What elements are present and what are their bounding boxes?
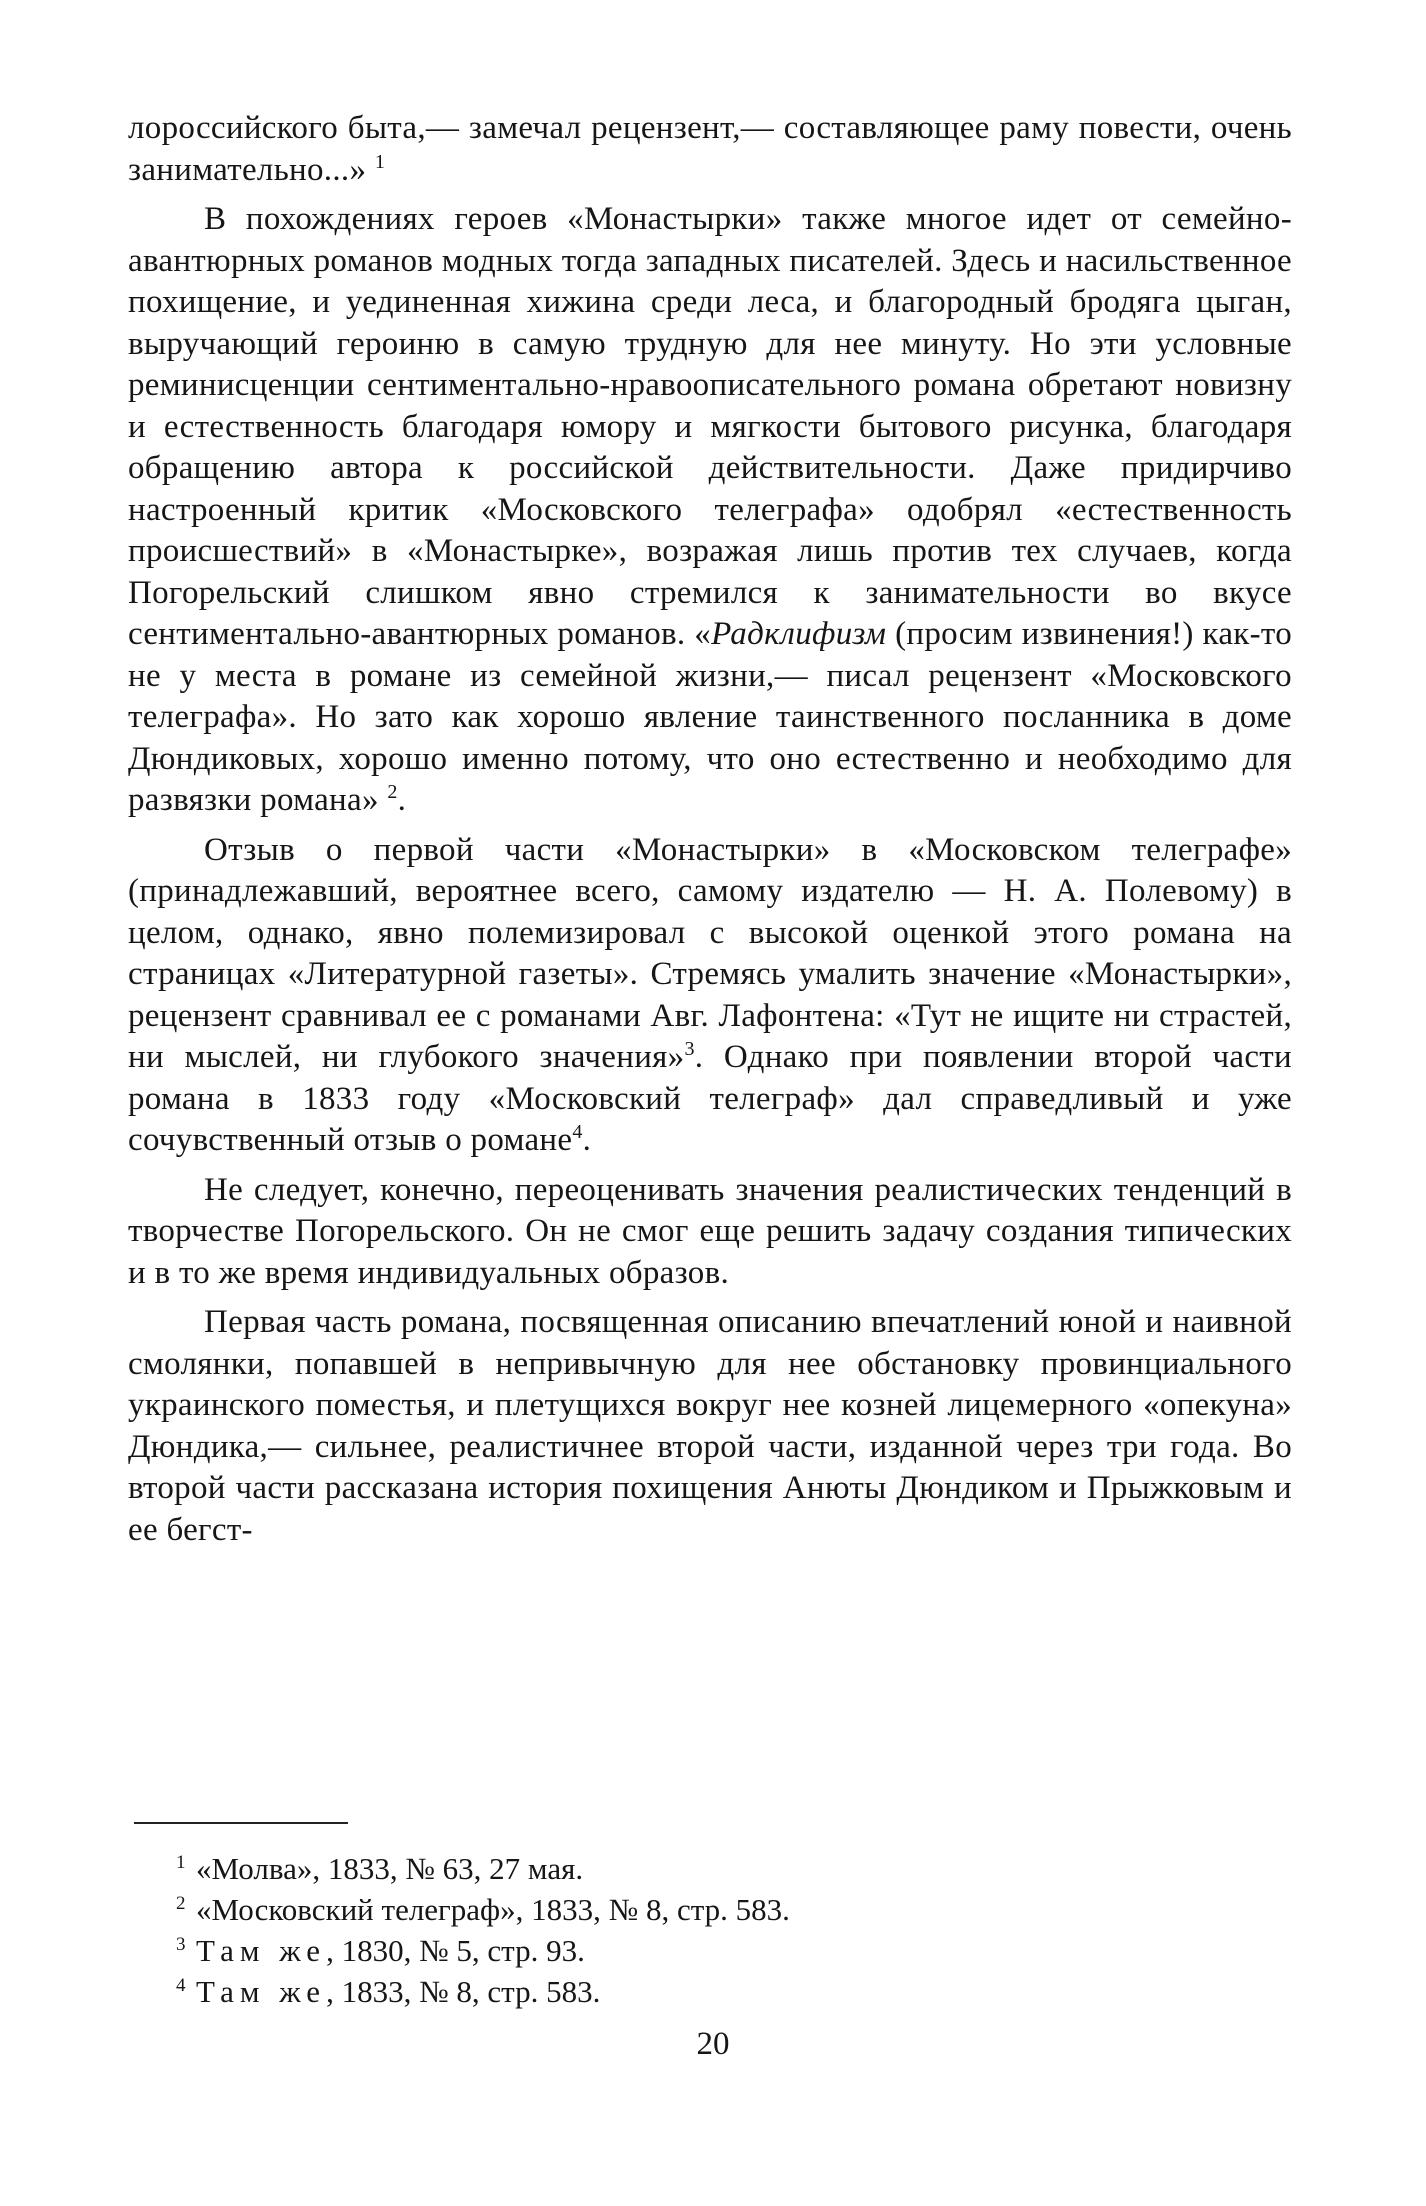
footnote-2: 2 «Московский телеграф», 1833, № 8, стр. 583.: [196, 1889, 1096, 1930]
footnote-mark: 2: [176, 1893, 186, 1914]
footnote-mark: 1: [176, 1852, 186, 1873]
footnote-4: 4 Там же, 1833, № 8, стр. 583.: [196, 1971, 1096, 2012]
footnote-ref-4: 4: [572, 1121, 583, 1143]
ibid-spaced: Там же: [196, 1974, 327, 2009]
paragraph-5: Первая часть романа, посвященная описанию впечатлений юной и наивной смолянки, попавшей в непривычную для нее обстановку провинциального украинского поместья, и плетущихся вокруг нее козней лицемерного «опекуна» Дюндика,— сильнее, реалистичнее второй части, изданной через три года. Во второй части рассказана история похищения Анюты Дюндиком и Прыжковым и ее бегст-: [128, 1304, 1292, 1548]
footnote-ref-3: 3: [684, 1038, 695, 1060]
paragraph-2: В похождениях героев «Монастырки» также многое идет от семейно-авантюрных романов модных тогда западных писателей. Здесь и насильственное похищение, и уединенная хижина среди леса, и благородный бродяга цыган, выручающий героиню в самую трудную для нее минуту. Но эти условные реминисценции сентиментально-нравоописательного романа обретают новизну и естественность благодаря юмору и мягкости бытового рисунка, благодаря обращению автора к российской действительности. Даже придирчиво настроенный критик «Московского телеграфа» одобрял «естественность происшествий» в «Монастырке», возражая лишь против тех случаев, когда Погорельский слишком явно стремился к занимательности во вкусе сентиментально-авантюрных романов. «Радклифизм (просим извинения!) как-то не у места в романе из семейной жизни,— писал рецензент «Московского телеграфа». Но зато как хорошо явление таинственного посланника в доме Дюндиковых, хорошо именно потому, что оно естественно и необходимо для развязки романа» $^2$.: [128, 201, 1293, 818]
page-number: 20: [696, 2026, 730, 2062]
footnote-1: 1 «Молва», 1833, № 63, 27 мая.: [196, 1848, 1096, 1889]
footnote-mark: 3: [176, 1934, 186, 1955]
paragraph-3: Отзыв о первой части «Монастырки» в «Московском телеграфе» (принадлежавший, вероятнее всего, самому издателю — Н. А. Полевому) в целом, однако, явно полемизировал с высокой оценкой этого романа на страницах «Литературной газеты». Стремясь умалить значение «Монастырки», рецензент сравнивал ее с романами Авг. Лафонтена: «Тут не ищите ни страстей, ни мыслей, ни глубокого значения»$^3$. Однако при появлении второй части романа в 1833 году «Московский телеграф» дал справедливый и уже сочувственный отзыв о романе$^4$.: [128, 831, 1292, 1158]
paragraph-1: лороссийского быта,— замечал рецензент,— составляющее раму повести, очень занимательно...» $^1$: [128, 110, 1292, 188]
footnote-mark: 4: [176, 1975, 186, 1996]
ibid-spaced: Там же: [196, 1933, 327, 1968]
body-text: [128, 108, 1292, 1551]
footnote-divider: [134, 1822, 348, 1824]
footnote-ref-1: 1: [374, 150, 386, 173]
italic-term: Радклифизм: [711, 616, 887, 652]
footnote-3: 3 Там же, 1830, № 5, стр. 93.: [196, 1930, 1096, 1971]
footnotes: [176, 1848, 1096, 2012]
footnote-ref-2: 2: [387, 781, 398, 803]
paragraph-4: Не следует, конечно, переоценивать значения реалистических тенденций в творчестве Погорельского. Он не смог еще решить задачу создания типических и в то же время индивидуальных образов.: [128, 1171, 1292, 1291]
